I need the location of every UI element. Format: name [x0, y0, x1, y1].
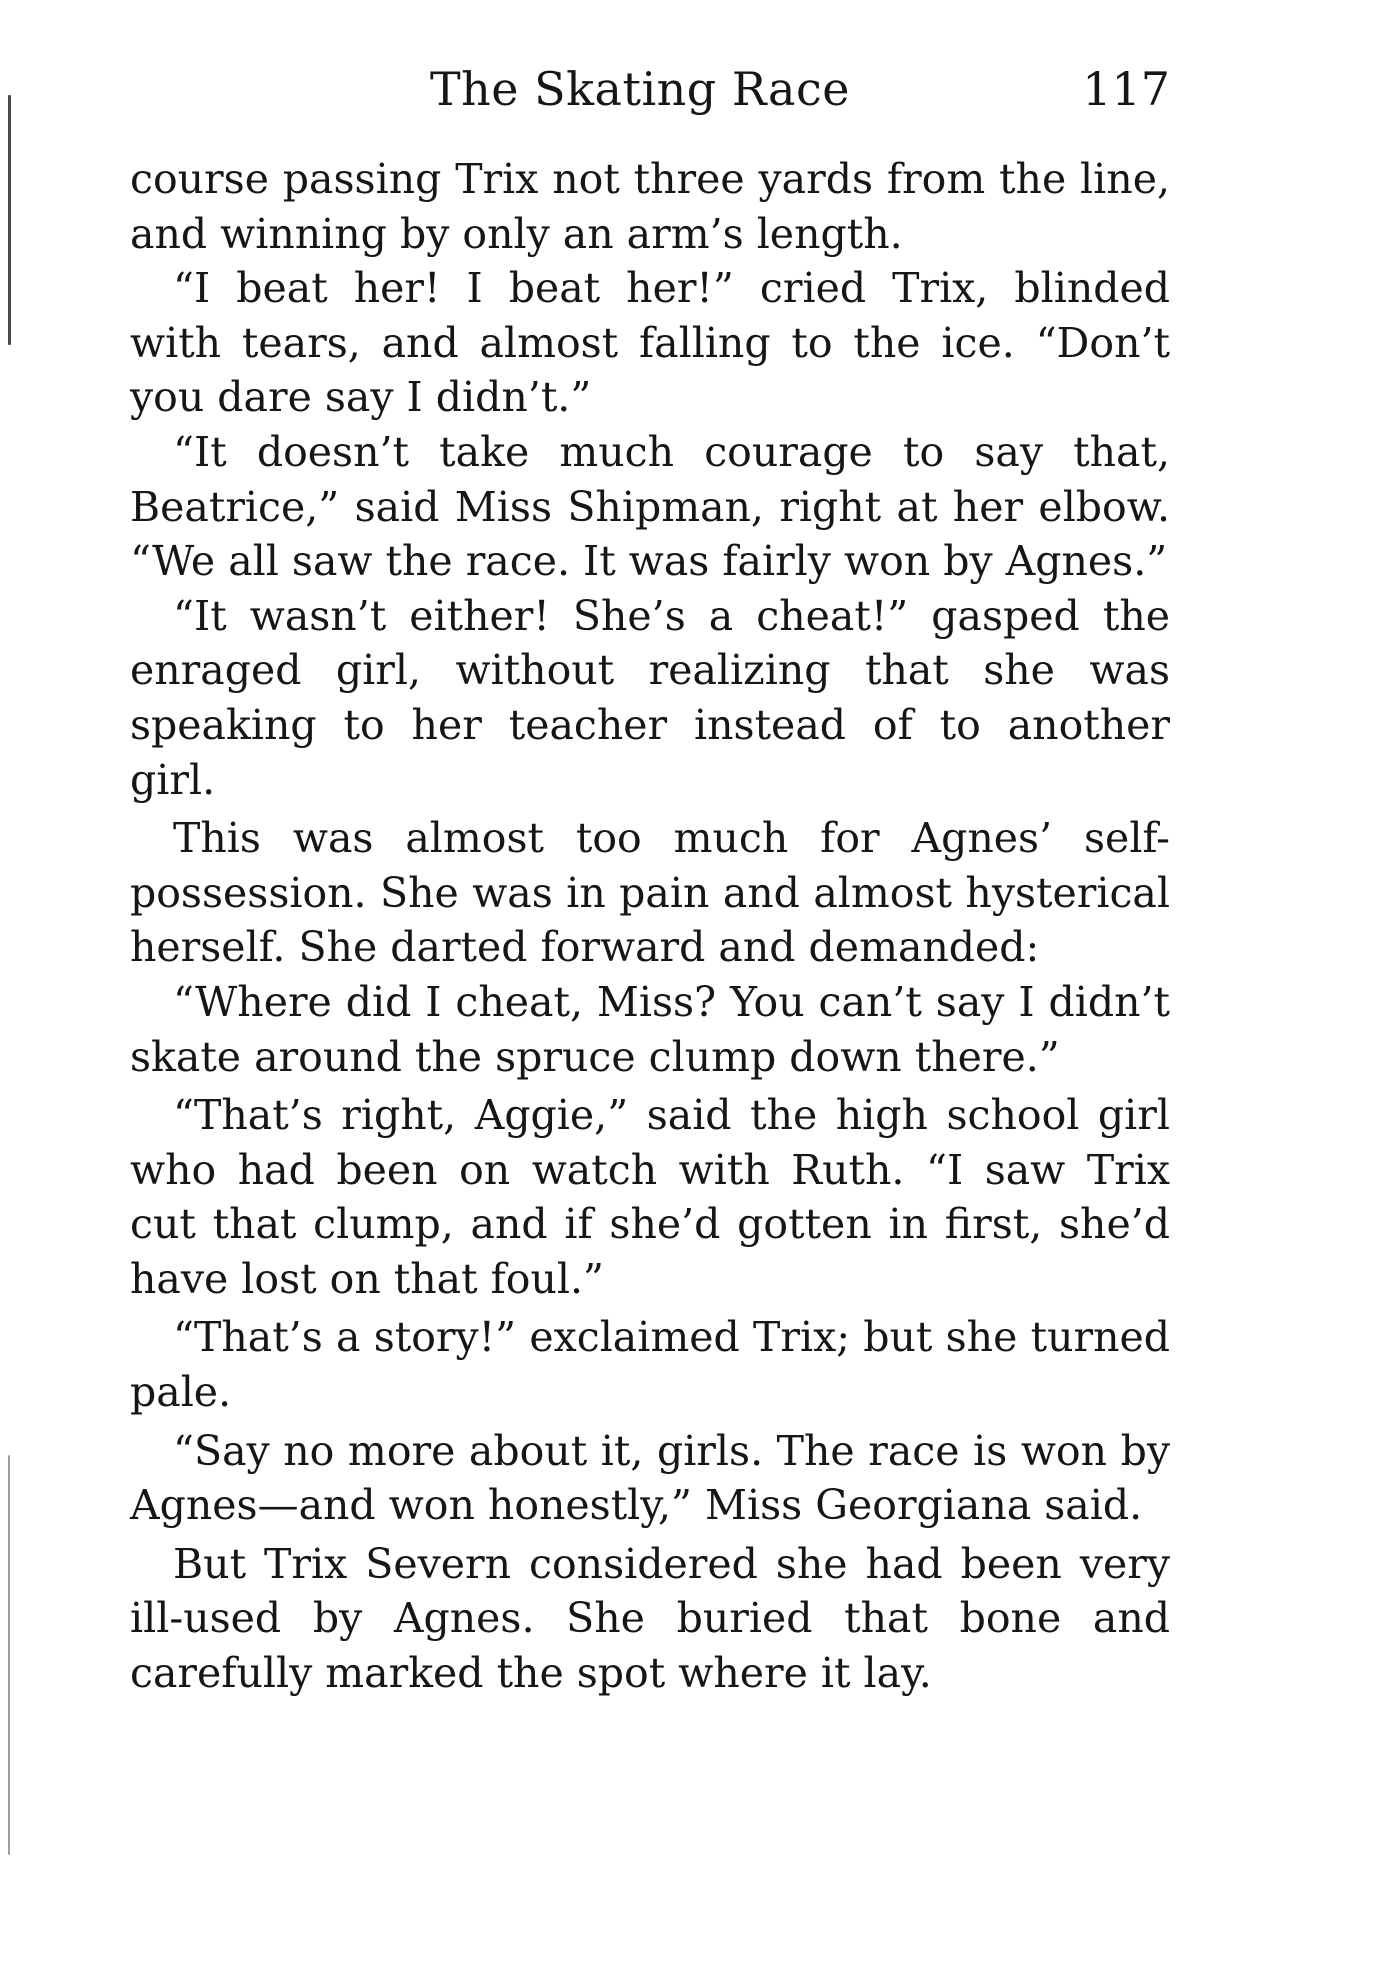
body-text [130, 152, 1170, 1701]
binding-edge-mark [8, 1455, 10, 1855]
paragraph: “That’s right, Aggie,” said the high school girl who had been on watch with Ruth. “I saw Trix cut that clump, and if she’d gotten in first, she’d have lost on that foul.” [130, 1091, 1170, 1303]
paragraph: “It doesn’t take much courage to say that, Beatrice,” said Miss Shipman, right at her elbow. “We all saw the race. It was fairly won by Agnes.” [130, 427, 1170, 586]
paragraph: “It wasn’t either! She’s a cheat!” gasped the enraged girl, without realizing that she was speaking to her teacher instead of to another girl. [130, 591, 1170, 804]
paragraph: “Where did I cheat, Miss? You can’t say I didn’t skate around the spruce clump down there.” [130, 977, 1170, 1081]
paragraph: “I beat her! I beat her!” cried Trix, blinded with tears, and almost falling to the ice. “Don’t you dare say I didn’t.” [130, 264, 1170, 422]
paragraph: “Say no more about it, girls. The race is won by Agnes—and won honestly,” Miss Georgiana said. [130, 1426, 1170, 1530]
paragraph: course passing Trix not three yards from the line, and winning by only an arm’s length. [130, 155, 1170, 258]
paragraph: But Trix Severn considered she had been very ill-used by Agnes. She buried that bone and carefully marked the spot where it lay. [130, 1539, 1170, 1698]
paragraph: “That’s a story!” exclaimed Trix; but she turned pale. [130, 1313, 1170, 1417]
running-title: The Skating Race [430, 62, 850, 116]
page-number: 117 [1082, 62, 1170, 116]
paragraph: This was almost too much for Agnes’ self-possession. She was in pain and almost hysterical herself. She darted forward and demanded: [130, 814, 1170, 972]
page-header [130, 62, 1170, 132]
binding-edge-mark [8, 95, 11, 345]
